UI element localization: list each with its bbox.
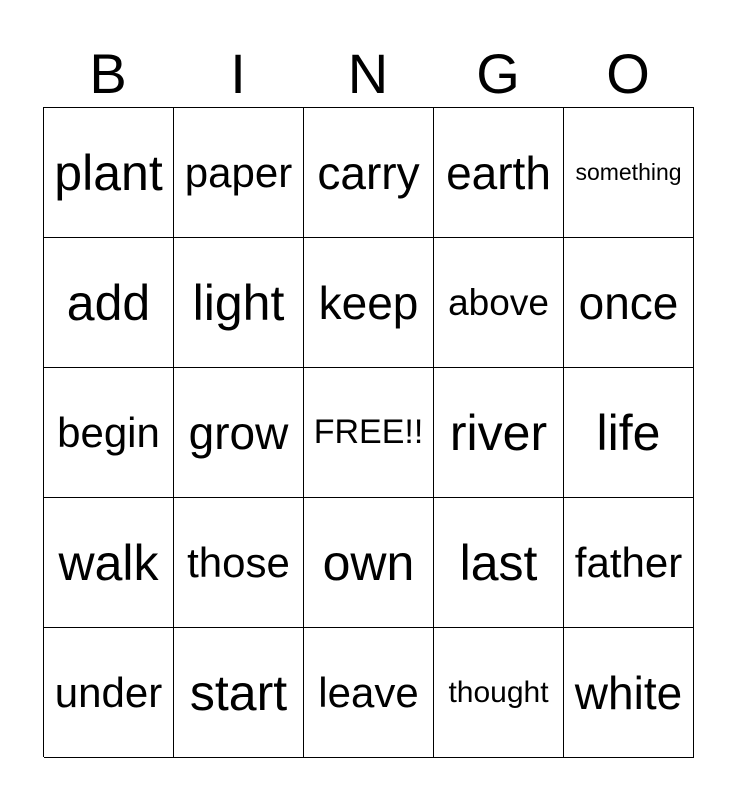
bingo-cell[interactable] <box>44 368 174 498</box>
cell-word: leave <box>318 668 419 716</box>
cell-word: add <box>66 274 151 331</box>
cell-word: thought <box>448 675 549 709</box>
cell-word: plant <box>54 144 163 201</box>
bingo-cell[interactable] <box>174 498 304 628</box>
cell-word: grow <box>188 406 289 459</box>
cell-word: paper <box>184 148 293 196</box>
cell-word: start <box>189 664 288 721</box>
header-letter-g: G <box>476 42 520 105</box>
cell-word: something <box>575 159 682 185</box>
bingo-cell[interactable] <box>434 368 564 498</box>
cell-word: once <box>578 276 679 329</box>
header-letter-n: N <box>347 42 389 105</box>
bingo-cell[interactable] <box>44 628 174 758</box>
cell-word: walk <box>58 534 159 591</box>
header-letter-i: I <box>230 42 246 105</box>
bingo-cell[interactable] <box>174 108 304 238</box>
bingo-header <box>43 44 694 104</box>
bingo-cell[interactable] <box>304 238 434 368</box>
bingo-cell[interactable] <box>434 628 564 758</box>
cell-word: earth <box>446 146 551 199</box>
bingo-cell[interactable] <box>44 108 174 238</box>
header-letter-b: B <box>89 42 127 105</box>
bingo-cell[interactable] <box>304 628 434 758</box>
bingo-cell[interactable] <box>174 368 304 498</box>
bingo-cell[interactable] <box>564 628 694 758</box>
cell-word: those <box>187 538 290 586</box>
cell-word: under <box>54 668 163 716</box>
bingo-cell[interactable] <box>564 368 694 498</box>
cell-word: light <box>192 274 285 331</box>
cell-word: own <box>322 534 415 591</box>
bingo-cell[interactable] <box>434 108 564 238</box>
header-letter-o: O <box>606 42 650 105</box>
free-space: FREE!! <box>313 413 424 451</box>
cell-word: white <box>574 666 683 719</box>
cell-word: life <box>596 404 661 461</box>
cell-word: father <box>574 538 683 586</box>
bingo-cell[interactable] <box>304 498 434 628</box>
bingo-cell[interactable] <box>304 108 434 238</box>
bingo-cell[interactable] <box>434 238 564 368</box>
bingo-cell[interactable] <box>564 498 694 628</box>
cell-word: above <box>448 281 549 323</box>
bingo-cell[interactable] <box>564 238 694 368</box>
bingo-cell[interactable] <box>44 498 174 628</box>
bingo-cell[interactable] <box>44 238 174 368</box>
cell-word: carry <box>317 146 420 199</box>
bingo-cell[interactable] <box>174 628 304 758</box>
cell-word: river <box>449 404 548 461</box>
cell-word: begin <box>57 408 160 456</box>
cell-word: last <box>459 534 538 591</box>
bingo-cell[interactable] <box>434 498 564 628</box>
cell-word: keep <box>318 276 419 329</box>
bingo-cell[interactable] <box>304 368 434 498</box>
bingo-cell[interactable] <box>564 108 694 238</box>
bingo-cell[interactable] <box>174 238 304 368</box>
bingo-card-grid <box>43 107 694 757</box>
